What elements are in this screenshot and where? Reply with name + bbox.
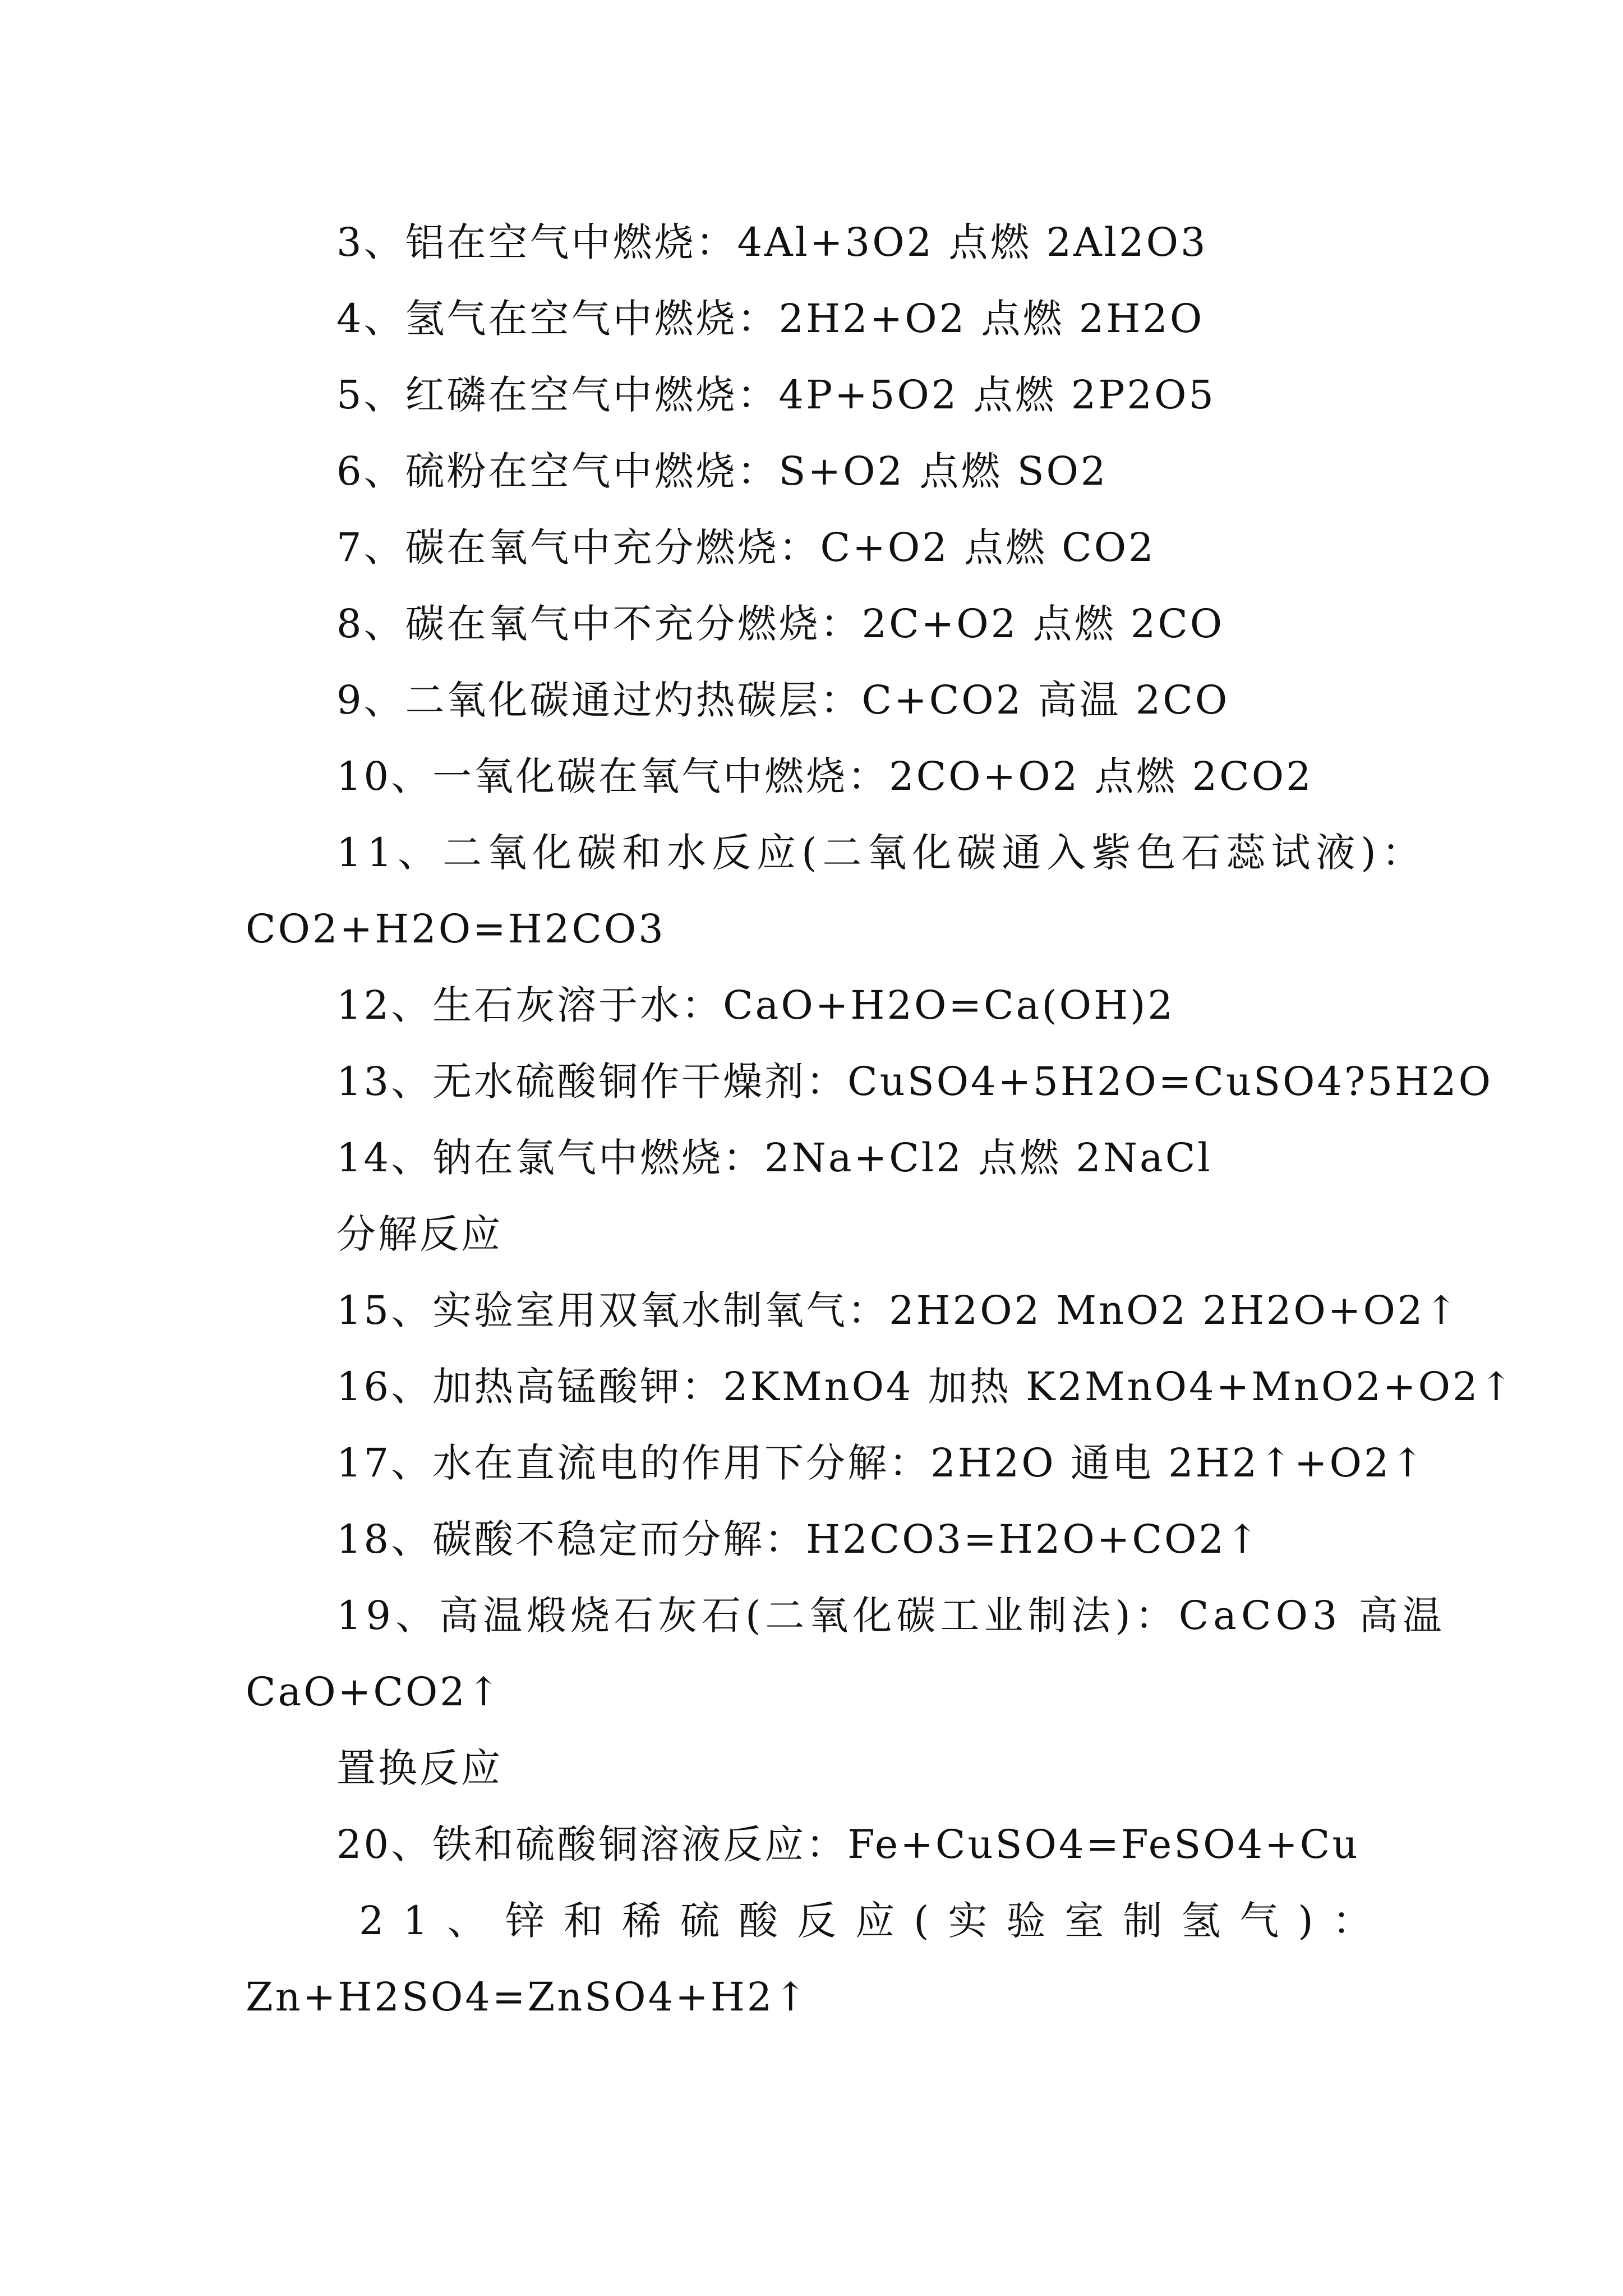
reaction-line: 19、高温煅烧石灰石(二氧化碳工业制法)：CaCO3 高温 [336,1593,1446,1639]
reaction-line: 7、碳在氧气中充分燃烧：C+O2 点燃 CO2 [336,524,1156,570]
reaction-line: 11、二氧化碳和水反应(二氧化碳通入紫色石蕊试液)： [336,830,1427,876]
reaction-line: 12、生石灰溶于水：CaO+H2O=Ca(OH)2 [336,982,1175,1028]
reaction-line: 13、无水硫酸铜作干燥剂：CuSO4+5H2O=CuSO4?5H2O [336,1059,1493,1105]
reaction-line-continued: CO2+H2O=H2CO3 [246,906,666,952]
reaction-line-continued: Zn+H2SO4=ZnSO4+H2↑ [246,1974,809,2020]
reaction-line: 20、铁和硫酸铜溶液反应：Fe+CuSO4=FeSO4+Cu [336,1821,1360,1867]
reaction-line: 14、钠在氯气中燃烧：2Na+Cl2 点燃 2NaCl [336,1135,1212,1181]
reaction-line: 4、氢气在空气中燃烧：2H2+O2 点燃 2H2O [336,296,1205,342]
reaction-line: 16、加热高锰酸钾：2KMnO4 加热 K2MnO4+MnO2+O2↑ [336,1364,1515,1410]
reaction-line-continued: CaO+CO2↑ [246,1669,502,1715]
reaction-line: 3、铝在空气中燃烧：4Al+3O2 点燃 2Al2O3 [336,219,1208,265]
section-heading: 分解反应 [336,1211,502,1257]
reaction-line: 8、碳在氧气中不充分燃烧：2C+O2 点燃 2CO [336,601,1225,647]
reaction-line: 9、二氧化碳通过灼热碳层：C+CO2 高温 2CO [336,677,1230,723]
reaction-line: 10、一氧化碳在氧气中燃烧：2CO+O2 点燃 2CO2 [336,753,1313,799]
reaction-line: 17、水在直流电的作用下分解：2H2O 通电 2H2↑+O2↑ [336,1440,1427,1486]
reaction-line: 15、实验室用双氧水制氧气：2H2O2 MnO2 2H2O+O2↑ [336,1287,1460,1333]
reaction-line: 6、硫粉在空气中燃烧：S+O2 点燃 SO2 [336,448,1108,494]
reaction-line: 18、碳酸不稳定而分解：H2CO3=H2O+CO2↑ [336,1516,1261,1562]
reaction-line: 5、红磷在空气中燃烧：4P+5O2 点燃 2P2O5 [336,372,1216,418]
section-heading: 置换反应 [336,1745,502,1791]
reaction-line: 21、锌和稀硫酸反应(实验室制氢气)： [359,1898,1391,1944]
